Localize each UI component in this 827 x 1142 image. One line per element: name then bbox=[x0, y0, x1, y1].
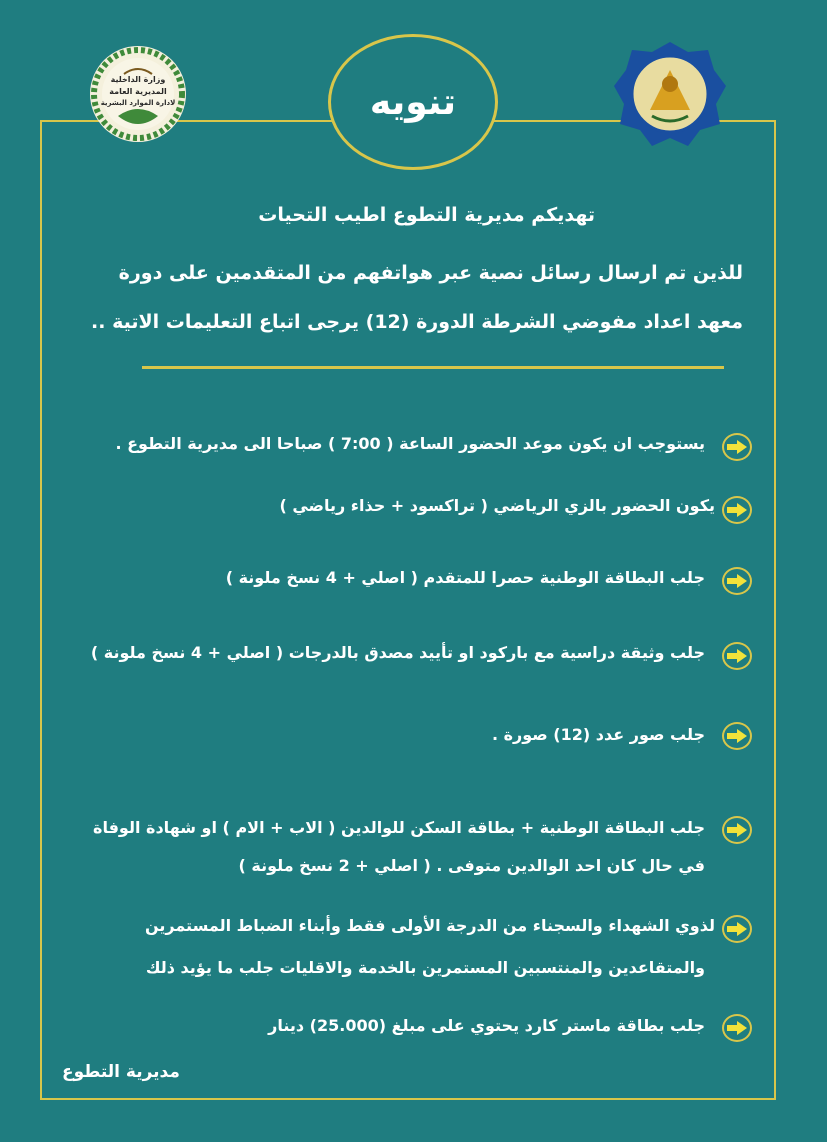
seal-line-1: وزارة الداخلية bbox=[110, 75, 166, 84]
instruction-text: في حال كان احد الوالدين متوفى . ( اصلي + 2 نسخ ملونة ) bbox=[238, 856, 705, 875]
instruction-text: يستوجب ان يكون موعد الحضور الساعة ( 7:00 ) صباحا الى مديرية التطوع . bbox=[115, 434, 705, 453]
footer-signature: مديرية التطوع bbox=[62, 1062, 180, 1082]
instruction-text: لذوي الشهداء والسجناء من الدرجة الأولى فقط وأبناء الضباط المستمرين bbox=[144, 916, 715, 935]
arrow-bullet-icon bbox=[722, 1014, 752, 1042]
greeting-text: تهديكم مديرية التطوع اطيب التحيات bbox=[258, 204, 595, 226]
arrow-bullet-icon bbox=[722, 722, 752, 750]
seal-line-3: لادارة الموارد البشرية bbox=[100, 99, 176, 107]
iraqi-police-eagle-emblem-icon bbox=[610, 40, 730, 150]
intro-line-2: معهد اعداد مفوضي الشرطة الدورة (12) يرجى اتباع التعليمات الاتية .. bbox=[91, 311, 743, 333]
title-circle bbox=[328, 34, 498, 170]
arrow-bullet-icon bbox=[722, 567, 752, 595]
arrow-bullet-icon bbox=[722, 433, 752, 461]
page-title: تنويه bbox=[369, 81, 457, 123]
ministry-interior-hr-seal-icon bbox=[88, 44, 188, 144]
arrow-bullet-icon bbox=[722, 496, 752, 524]
instruction-text: جلب البطاقة الوطنية حصرا للمتقدم ( اصلي + 4 نسخ ملونة ) bbox=[225, 568, 705, 587]
instruction-text: جلب صور عدد (12) صورة . bbox=[491, 725, 705, 744]
instruction-text: يكون الحضور بالزي الرياضي ( تراكسود + حذاء رياضي ) bbox=[279, 496, 715, 515]
seal-line-2: المديرية العامة bbox=[109, 87, 167, 96]
section-divider bbox=[142, 366, 724, 369]
instruction-text: والمتقاعدين والمنتسبين المستمرين بالخدمة والاقليات جلب ما يؤيد ذلك bbox=[145, 958, 705, 977]
instruction-text: جلب البطاقة الوطنية + بطاقة السكن للوالدين ( الاب + الام ) او شهادة الوفاة bbox=[93, 818, 705, 837]
intro-line-1: للذين تم ارسال رسائل نصية عبر هواتفهم من المتقدمين على دورة bbox=[118, 262, 743, 284]
instruction-text: جلب بطاقة ماستر كارد يحتوي على مبلغ (25.000) دينار bbox=[268, 1016, 705, 1035]
arrow-bullet-icon bbox=[722, 642, 752, 670]
instruction-text: جلب وثيقة دراسية مع باركود او تأييد مصدق بالدرجات ( اصلي + 4 نسخ ملونة ) bbox=[90, 643, 705, 662]
arrow-bullet-icon bbox=[722, 915, 752, 943]
arrow-bullet-icon bbox=[722, 816, 752, 844]
